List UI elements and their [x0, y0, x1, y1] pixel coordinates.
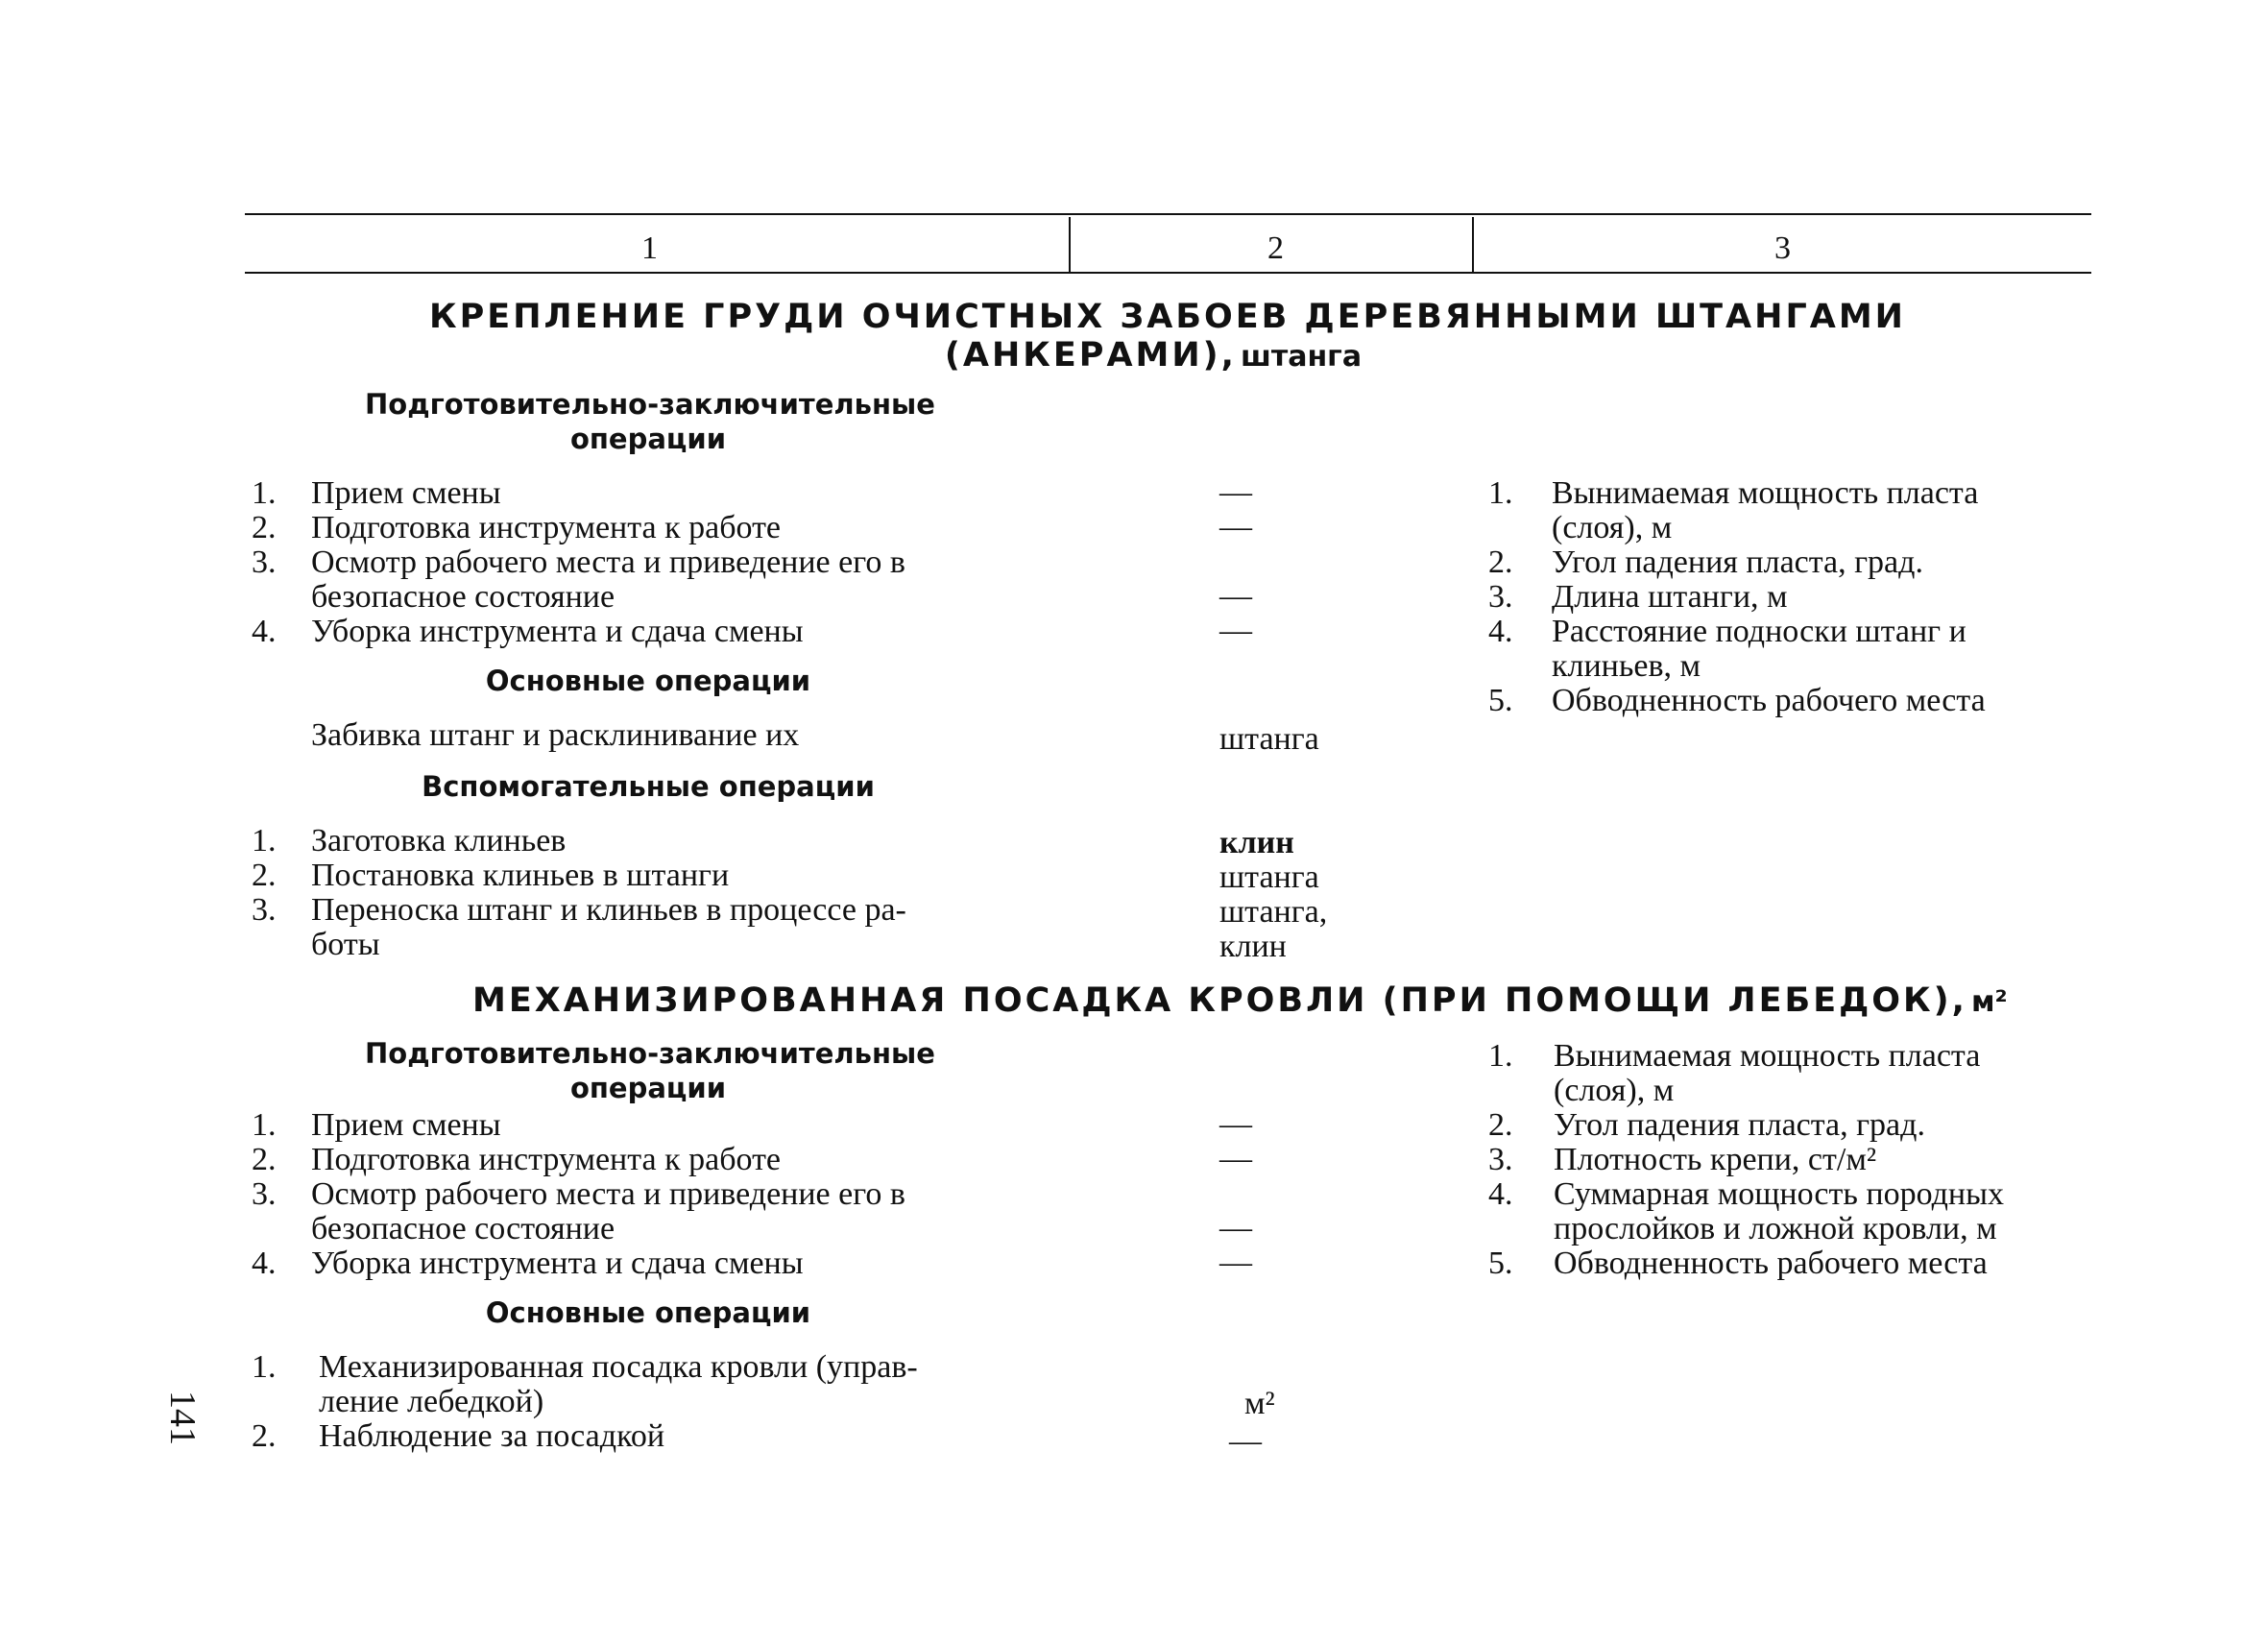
section1-factor-4b: клиньев, м [1552, 648, 1701, 684]
section1-prep-unit-1: — [1219, 474, 1252, 510]
section1-factor-5: 5. Обводненность рабочего места [1488, 683, 1986, 718]
section1-aux-row-2: 2. Постановка клиньев в штанги [252, 858, 730, 893]
section2-prep-heading-line2: операции [569, 1072, 727, 1104]
section1-factor-2: 2. Угол падения пласта, град. [1488, 544, 1923, 580]
section1-factor-4: 4. Расстояние подноски штанг и [1488, 614, 1966, 649]
section1-prep-heading-line1: Подготовительно-заключительные [365, 388, 935, 421]
header-top-rule [245, 213, 2091, 215]
section1-main-heading: Основные операции [485, 665, 811, 697]
section2-prep-row-4: 4. Уборка инструмента и сдача смены [252, 1246, 804, 1281]
section1-factor-1: 1. Вынимаемая мощность пласта [1488, 475, 1979, 511]
section2-main-heading: Основные операции [485, 1296, 811, 1329]
section1-aux-heading: Вспомогательные операции [422, 770, 875, 803]
section2-factor-4b: прослойков и ложной кровли, м [1554, 1211, 1997, 1246]
section1-aux-row-3: 3. Переноска штанг и клиньев в процессе ра- [252, 892, 906, 928]
section2-factor-4: 4. Суммарная мощность породных [1488, 1176, 2004, 1212]
section1-aux-unit-2: штанга [1219, 859, 1319, 895]
section1-aux-unit-3b: клин [1219, 929, 1287, 964]
section1-main-unit: штанга [1219, 721, 1319, 757]
section1-title-line2 [0, 336, 2268, 375]
section2-prep-unit-1: — [1219, 1106, 1252, 1142]
section1-main-row: Забивка штанг и расклинивание их [311, 717, 800, 753]
section1-prep-row-3: 3. Осмотр рабочего места и приведение его в [252, 544, 905, 580]
header-bottom-rule [245, 272, 2091, 274]
section2-factor-1b: (слоя), м [1554, 1073, 1675, 1108]
section1-prep-row-1: 1. Прием смены [252, 475, 501, 511]
section1-title-bold: (АНКЕРАМИ), [944, 336, 1237, 375]
section1-aux-unit-3: штанга, [1219, 894, 1328, 930]
section1-title-unit: штанга [1240, 340, 1363, 374]
section1-prep-unit-3: — [1219, 578, 1252, 614]
section2-factor-1: 1. Вынимаемая мощность пласта [1488, 1038, 1981, 1074]
section2-prep-heading-line1: Подготовительно-заключительные [365, 1037, 935, 1070]
section1-prep-row-3b: безопасное состояние [311, 579, 615, 615]
section2-prep-unit-4: — [1219, 1245, 1252, 1280]
column-number-1: 1 [641, 230, 658, 266]
section2-factor-2: 2. Угол падения пласта, град. [1488, 1107, 1925, 1143]
section1-aux-row-3b: боты [311, 927, 380, 962]
header-divider-1 [1069, 217, 1071, 272]
section2-main-row-1b: ление лебедкой) [319, 1384, 544, 1419]
section1-prep-unit-4: — [1219, 613, 1252, 648]
section1-title-line1: КРЕПЛЕНИЕ ГРУДИ ОЧИСТНЫХ ЗАБОЕВ ДЕРЕВЯННЫМИ ШТАНГАМИ [429, 298, 1906, 336]
section2-main-unit-2: — [1229, 1423, 1262, 1459]
section1-prep-unit-2: — [1219, 509, 1252, 544]
section2-factor-3: 3. Плотность крепи, ст/м² [1488, 1142, 1877, 1177]
section1-prep-row-2: 2. Подготовка инструмента к работе [252, 510, 782, 545]
section1-factor-1b: (слоя), м [1552, 510, 1673, 545]
section1-prep-row-4: 4. Уборка инструмента и сдача смены [252, 614, 804, 649]
header-divider-2 [1472, 217, 1474, 272]
section2-title [472, 981, 2008, 1020]
column-number-3: 3 [1774, 230, 1791, 266]
section2-prep-row-3: 3. Осмотр рабочего места и приведение его в [252, 1176, 905, 1212]
section2-title-text: МЕХАНИЗИРОВАННАЯ ПОСАДКА КРОВЛИ (ПРИ ПОМОЩИ ЛЕБЕДОК), [472, 981, 1967, 1020]
section2-factor-5: 5. Обводненность рабочего места [1488, 1246, 1988, 1281]
section2-prep-row-1: 1. Прием смены [252, 1107, 501, 1143]
section2-title-unit: м² [1970, 985, 2008, 1019]
section2-prep-row-3b: безопасное состояние [311, 1211, 615, 1246]
section1-factor-3: 3. Длина штанги, м [1488, 579, 1788, 615]
section2-prep-row-2: 2. Подготовка инструмента к работе [252, 1142, 782, 1177]
section2-prep-unit-3: — [1219, 1210, 1252, 1246]
column-number-2: 2 [1267, 230, 1284, 266]
section2-main-row-1: 1. Механизированная посадка кровли (управ- [252, 1349, 918, 1385]
section2-main-row-2: 2. Наблюдение за посадкой [252, 1418, 665, 1454]
section1-aux-unit-1: клин [1219, 825, 1294, 860]
section2-main-unit-1: м² [1244, 1386, 1275, 1421]
section1-prep-heading-line2: операции [569, 423, 727, 455]
page-number: 141 [162, 1391, 203, 1445]
section2-prep-unit-2: — [1219, 1141, 1252, 1176]
section1-aux-row-1: 1. Заготовка клиньев [252, 823, 567, 859]
